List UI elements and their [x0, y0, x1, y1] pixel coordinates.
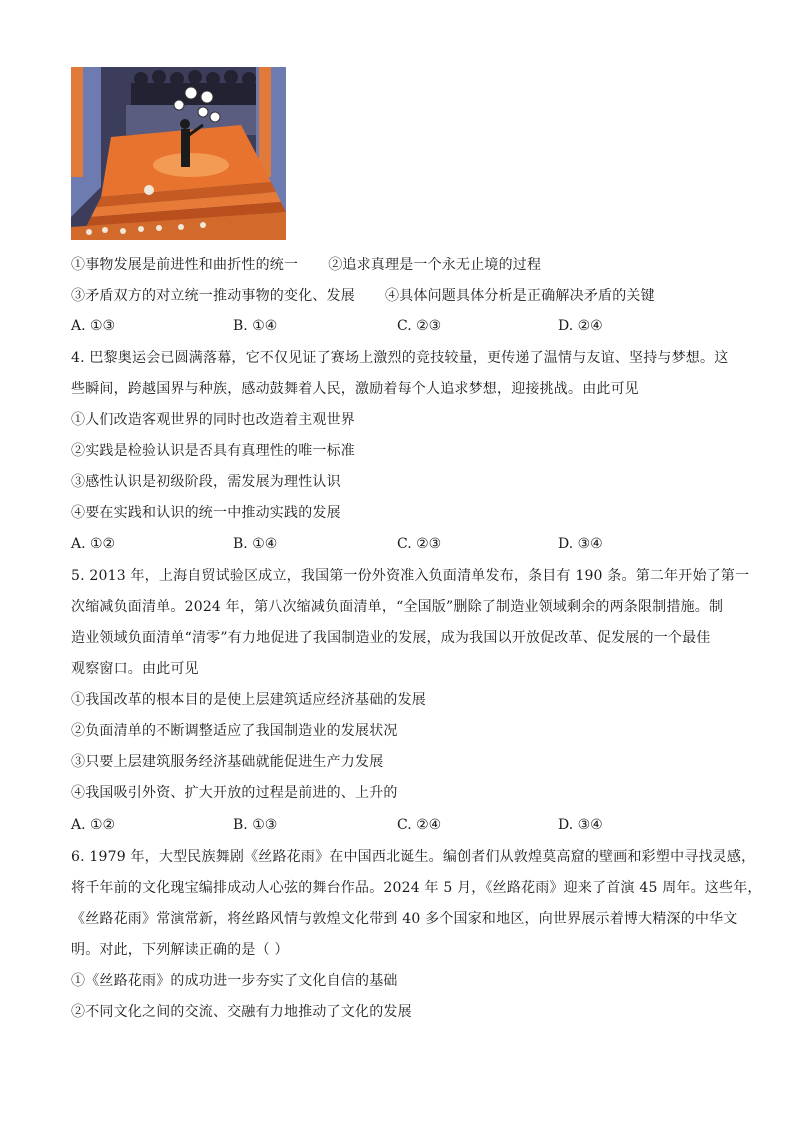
q6-statement-2: ②不同文化之间的交流、交融有力地推动了文化的发展	[71, 1004, 412, 1020]
q6-stem-line-4: 明。对此，下列解读正确的是（ ）	[71, 942, 289, 958]
q5-statement-1: ①我国改革的根本目的是使上层建筑适应经济基础的发展	[71, 692, 426, 708]
q4-statement-1: ①人们改造客观世界的同时也改造着主观世界	[71, 412, 355, 428]
q4-statement-2: ②实践是检验认识是否具有真理性的唯一标准	[71, 443, 355, 459]
q4-stem-line-2: 些瞬间，跨越国界与种族，感动鼓舞着人民，激励着每个人追求梦想，迎接挑战。由此可见	[71, 381, 639, 397]
q4-option-b[interactable]: B. ①④	[233, 536, 278, 552]
cartoon-illustration	[71, 67, 286, 240]
q4-stem-line-1: 4. 巴黎奥运会已圆满落幕，它不仅见证了赛场上激烈的竞技较量，更传递了温情与友谊、坚持与梦想。这	[71, 350, 729, 366]
q3-statement-row-1	[71, 255, 541, 275]
q3-option-a[interactable]: A. ①③	[71, 318, 116, 334]
q5-stem-line-1: 5. 2013 年，上海自贸试验区成立，我国第一份外资准入负面清单发布，条目有 190 条。第二年开始了第一	[71, 568, 750, 584]
q5-stem-line-2: 次缩减负面清单。2024 年，第八次缩减负面清单，“全国版”删除了制造业领域剩余的两条限制措施。制	[71, 599, 724, 615]
q5-statement-2: ②负面清单的不断调整适应了我国制造业的发展状况	[71, 723, 398, 739]
q3-statement-4: ④具体问题具体分析是正确解决矛盾的关键	[385, 288, 655, 304]
q5-option-d[interactable]: D. ③④	[558, 817, 603, 833]
q3-statement-row-2	[71, 286, 655, 306]
q6-statement-1: ①《丝路花雨》的成功进一步夯实了文化自信的基础	[71, 973, 398, 989]
q6-stem-line-2: 将千年前的文化瑰宝编排成动人心弦的舞台作品。2024 年 5 月，《丝路花雨》迎来了首演 45 周年。这些年，	[71, 880, 762, 896]
q3-statement-3: ③矛盾双方的对立统一推动事物的变化、发展	[71, 288, 355, 304]
q5-option-b[interactable]: B. ①③	[233, 817, 278, 833]
q4-option-c[interactable]: C. ②③	[397, 536, 442, 552]
q5-statement-3: ③只要上层建筑服务经济基础就能促进生产力发展	[71, 754, 384, 770]
q6-stem-line-1: 6. 1979 年，大型民族舞剧《丝路花雨》在中国西北诞生。编创者们从敦煌莫高窟的壁画和彩塑中寻找灵感，	[71, 849, 756, 865]
q3-option-b[interactable]: B. ①④	[233, 318, 278, 334]
q3-option-d[interactable]: D. ②④	[558, 318, 603, 334]
q3-statement-1: ①事物发展是前进性和曲折性的统一	[71, 257, 299, 273]
q4-option-d[interactable]: D. ③④	[558, 536, 603, 552]
q3-statement-2: ②追求真理是一个永无止境的过程	[328, 257, 542, 273]
q3-option-c[interactable]: C. ②③	[397, 318, 442, 334]
q5-stem-line-4: 观察窗口。由此可见	[71, 661, 199, 677]
q4-option-a[interactable]: A. ①②	[71, 536, 116, 552]
q5-option-c[interactable]: C. ②④	[397, 817, 442, 833]
q5-statement-4: ④我国吸引外资、扩大开放的过程是前进的、上升的	[71, 785, 398, 801]
q5-stem-line-3: 造业领域负面清单“清零”有力地促进了我国制造业的发展，成为我国以开放促改革、促发展的一个最佳	[71, 630, 711, 646]
q4-statement-4: ④要在实践和认识的统一中推动实践的发展	[71, 505, 341, 521]
q5-option-a[interactable]: A. ①②	[71, 817, 116, 833]
q6-stem-line-3: 《丝路花雨》常演常新，将丝路风情与敦煌文化带到 40 多个国家和地区，向世界展示着博大精深的中华文	[71, 911, 738, 927]
q4-statement-3: ③感性认识是初级阶段，需发展为理性认识	[71, 474, 341, 490]
